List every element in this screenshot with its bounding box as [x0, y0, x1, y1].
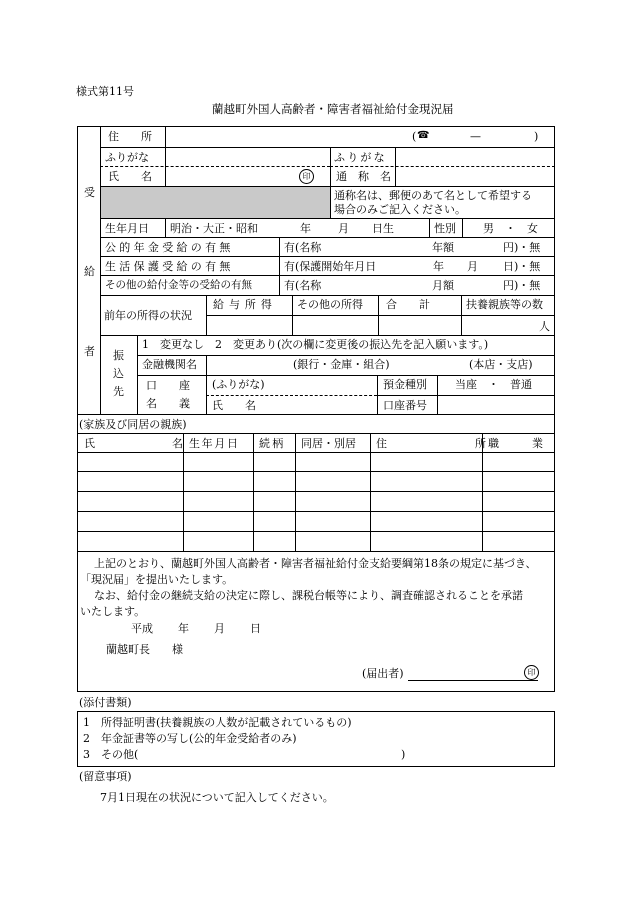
- date-era: 平成: [131, 622, 153, 635]
- bank-types: (銀行・金庫・組合): [293, 358, 390, 371]
- account-label: 口 座: [146, 379, 190, 392]
- date-month: 月: [214, 622, 225, 635]
- phone-dash: —: [470, 130, 481, 143]
- family-col-name: 氏 名: [84, 437, 183, 450]
- transfer-label-2: 込: [113, 367, 124, 380]
- transfer-change-note: 1 変更なし 2 変更あり(次の欄に変更後の振込先を記入願います。): [142, 338, 489, 351]
- birth-month: 月: [338, 222, 349, 235]
- sex-options: 男 ・ 女: [483, 222, 538, 235]
- family-col-residence: 同居・別居: [301, 437, 356, 450]
- date-day: 日: [250, 622, 261, 635]
- holder-furigana-label: (ふりがな): [212, 378, 265, 391]
- declaration-line-2: 「現況届」を提出いたします。: [80, 573, 234, 586]
- declaration-line-1: 上記のとおり、蘭越町外国人高齢者・障害者福祉給付金支給要綱第18条の規定に基づき、: [94, 557, 537, 570]
- welfare-day: 日)・無: [503, 260, 541, 273]
- account-number-label: 口座番号: [383, 399, 427, 412]
- era-options: 明治・大正・昭和: [170, 222, 258, 235]
- common-name-note-1: 通称名は、郵便のあて名として希望する: [334, 189, 532, 202]
- sex-label: 性別: [434, 222, 456, 235]
- deposit-type-label: 預金種別: [383, 378, 427, 391]
- bank-name-label: 金融機関名: [142, 358, 197, 371]
- pension-amount: 年額: [432, 241, 454, 254]
- persons-unit: 人: [539, 320, 550, 333]
- filer-label: (届出者): [362, 667, 404, 680]
- common-name-note-2: 場合のみご記入ください。: [334, 203, 466, 216]
- family-col-relation: 続柄: [259, 437, 286, 450]
- page-title: 蘭越町外国人高齢者・障害者福祉給付金現況届: [212, 102, 454, 116]
- income-label: 前年の所得の状況: [104, 309, 192, 322]
- other-benefits-value: 有(名称: [284, 279, 322, 292]
- pension-value: 有(名称: [284, 241, 322, 254]
- other-benefits-amount: 月額: [432, 279, 454, 292]
- form-number: 様式第11号: [76, 85, 134, 98]
- total-header: 合 計: [386, 298, 430, 311]
- dependents-header: 扶養親族等の数: [466, 298, 543, 311]
- holder-label: 名 義: [146, 397, 190, 410]
- deposit-type-options: 当座 ・ 普通: [455, 378, 532, 391]
- attachment-close-paren: ): [401, 748, 406, 761]
- welfare-label: 生活保護受給の有無: [105, 260, 234, 273]
- attachment-item-3: 3 その他(: [83, 748, 139, 761]
- date-year: 年: [178, 622, 189, 635]
- mayor-addressee: 蘭越町長 様: [106, 643, 183, 656]
- phone-paren-open: (: [412, 130, 417, 143]
- other-income-header: その他の所得: [297, 298, 363, 311]
- birth-label: 生年月日: [105, 222, 149, 235]
- pension-label: 公的年金受給の有無: [105, 241, 234, 254]
- welfare-year: 年: [433, 260, 444, 273]
- common-name-label: 通 称 名: [336, 170, 391, 183]
- birth-year: 年: [300, 222, 311, 235]
- welfare-month: 月: [467, 260, 478, 273]
- pension-yen: 円)・無: [503, 241, 541, 254]
- address-label: 住 所: [108, 130, 152, 143]
- transfer-label-1: 振: [113, 349, 124, 362]
- notes-text: 7月1日現在の状況について記入してください。: [100, 791, 334, 804]
- phone-icon: ☎: [417, 130, 430, 141]
- attachments-heading: (添付書類): [79, 696, 132, 709]
- furigana-label-2: ふりがな: [334, 151, 387, 164]
- family-col-birth: 生年月日: [189, 437, 240, 450]
- family-heading: (家族及び同居の親族): [79, 418, 187, 431]
- side-label-2: 給: [84, 265, 95, 278]
- other-benefits-label: その他の給付金等の受給の有無: [105, 279, 252, 291]
- side-label-1: 受: [84, 186, 95, 199]
- family-col-occupation: 職 業: [488, 437, 543, 450]
- filer-seal: 印: [524, 665, 539, 680]
- branch-types: (本店・支店): [469, 358, 533, 371]
- transfer-label-3: 先: [113, 385, 124, 398]
- birth-day: 日生: [372, 222, 394, 235]
- furigana-label: ふりがな: [105, 151, 149, 164]
- holder-name-label: 氏 名: [212, 399, 256, 412]
- declaration-line-3: なお、給付金の継続支給の決定に際し、課税台帳等により、調査確認されることを承諾: [94, 589, 523, 602]
- salary-income-header: 給与所得: [213, 298, 277, 311]
- seal-mark: 印: [299, 169, 314, 184]
- welfare-value: 有(保護開始年月日: [284, 260, 377, 273]
- attachment-item-2: 2 年金証書等の写し(公的年金受給者のみ): [83, 732, 297, 745]
- family-col-address: 住 所: [376, 437, 486, 450]
- attachment-item-1: 1 所得証明書(扶養親族の人数が記載されているもの): [83, 716, 352, 729]
- side-label-3: 者: [84, 345, 95, 358]
- phone-paren-close: ): [534, 130, 539, 143]
- notes-heading: (留意事項): [79, 770, 132, 783]
- declaration-line-4: いたします。: [80, 605, 146, 618]
- other-benefits-yen: 円)・無: [503, 279, 541, 292]
- shaded-area: [101, 187, 330, 218]
- name-label: 氏 名: [108, 170, 152, 183]
